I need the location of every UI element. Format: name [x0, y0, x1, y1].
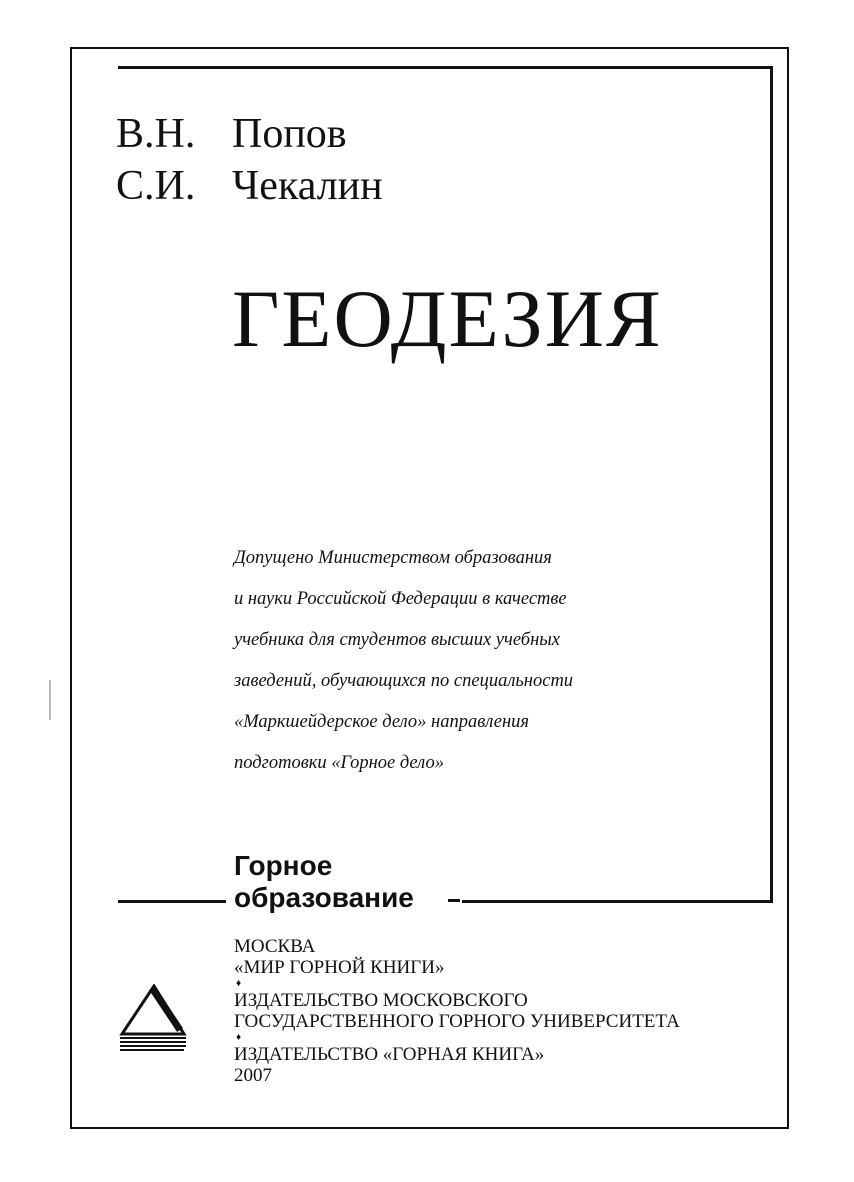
publisher-1: «МИР ГОРНОЙ КНИГИ» — [234, 957, 445, 978]
approval-line: учебника для студентов высших учебных — [234, 629, 561, 650]
book-title: ГЕОДЕЗИЯ — [232, 273, 663, 364]
author-2-initials: С.И. — [116, 163, 196, 209]
scan-artifact — [49, 680, 51, 720]
publisher-city: МОСКВА — [234, 936, 316, 957]
inner-frame-top — [118, 66, 772, 69]
diamond-separator-icon: ♦ — [236, 1032, 242, 1043]
inner-frame-right — [770, 66, 773, 902]
publisher-block — [234, 936, 680, 1086]
approval-line: Допущено Министерством образования — [234, 547, 552, 568]
author-1 — [116, 110, 347, 158]
approval-line: заведений, обучающихся по специальности — [234, 670, 574, 691]
author-1-surname: Попов — [232, 111, 347, 157]
series-line-2: образование — [234, 882, 414, 913]
publisher-2-line-1: ИЗДАТЕЛЬСТВО МОСКОВСКОГО — [234, 990, 528, 1011]
approval-line: подготовки «Горное дело» — [234, 752, 444, 773]
inner-frame-bottom-left — [118, 900, 226, 903]
inner-frame-bottom-right — [462, 900, 773, 903]
series-line-1: Горное — [234, 850, 333, 881]
publication-year: 2007 — [234, 1065, 272, 1086]
approval-line: и науки Российской Федерации в качестве — [234, 588, 567, 609]
approval-line: «Маркшейдерское дело» направления — [234, 711, 529, 732]
author-2-surname: Чекалин — [232, 163, 383, 209]
series-dash — [448, 899, 460, 902]
diamond-separator-icon: ♦ — [236, 978, 242, 989]
author-1-initials: В.Н. — [116, 111, 196, 157]
series-title — [234, 850, 414, 914]
publisher-logo-icon — [118, 984, 188, 1054]
approval-text — [234, 527, 654, 794]
publisher-2-line-2: ГОСУДАРСТВЕННОГО ГОРНОГО УНИВЕРСИТЕТА — [234, 1011, 680, 1032]
publisher-3: ИЗДАТЕЛЬСТВО «ГОРНАЯ КНИГА» — [234, 1044, 545, 1065]
author-2 — [116, 162, 383, 210]
